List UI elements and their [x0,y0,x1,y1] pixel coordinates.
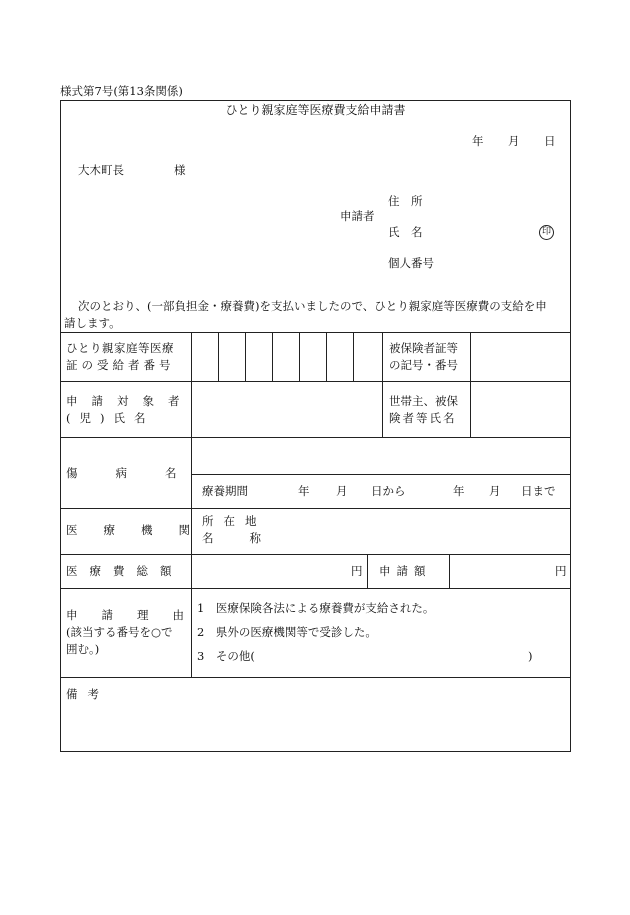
applicant-name-label: 氏 名 [388,225,423,239]
target-person-label: 申請対象者 (児)氏名 [66,394,194,425]
total-unit: 円 [351,564,363,578]
institution-label: 医療機関 [66,523,216,537]
recipient-number-label: ひとり親家庭等医療 証の受給者番号 [66,341,175,372]
digit-box-divider [299,332,300,381]
period-start-month: 月 [336,484,348,498]
statement-line-2: 請します。 [64,316,121,330]
reason-label: 申請理由 (該当する番号を○で 囲む。) [66,608,208,656]
reason-option-2: 2 県外の医療機関等で受診した。 [197,625,377,639]
column-divider [470,332,471,437]
period-start-suffix: 日から [371,484,406,498]
illness-label: 傷病名 [66,466,215,480]
digit-box-divider [272,332,273,381]
institution-location-label: 所在地 [202,514,267,528]
claim-label: 申請額 [379,564,432,578]
applicant-address-label: 住 所 [388,194,423,208]
institution-name-label: 名称 [202,531,297,545]
form-number: 様式第7号(第13条関係) [60,84,183,98]
row-divider [191,474,571,475]
claim-unit: 円 [555,564,567,578]
period-start-year: 年 [298,484,310,498]
remarks-label: 備考 [66,687,109,701]
row-divider [60,332,571,333]
row-divider [60,588,571,589]
period-end-suffix: 日まで [521,484,556,498]
row-divider [60,677,571,678]
statement-line-1: 次のとおり、(一部負担金・療養費)を支払いましたので、ひとり親家庭等医療費の支給を申 [78,299,547,313]
reason-option-1: 1 医療保険各法による療養費が支給された。 [197,601,435,615]
form-title: ひとり親家庭等医療費支給申請書 [225,103,406,117]
addressee-honorific: 様 [174,163,186,177]
total-label: 医療費総額 [66,564,184,578]
digit-box-divider [245,332,246,381]
label-column-divider [191,332,192,677]
applicant-label: 申請者 [340,209,375,223]
date-day-label: 日 [544,134,556,148]
insurance-number-label: 被保険者証等 の記号・番号 [389,341,458,372]
seal-mark: 印 [539,225,554,240]
column-divider [367,554,368,588]
row-divider [60,508,571,509]
householder-label: 世帯主、被保 険者等氏名 [389,394,458,425]
period-end-month: 月 [489,484,501,498]
period-end-year: 年 [453,484,465,498]
reason-option-3: 3 その他( [197,649,255,663]
date-year-label: 年 [472,134,484,148]
row-divider [60,437,571,438]
applicant-my-number-label: 個人番号 [388,256,434,270]
date-month-label: 月 [508,134,520,148]
column-divider [382,332,383,437]
addressee-name: 大木町長 [78,163,124,177]
reason-option-3-close: ) [528,649,533,663]
row-divider [60,554,571,555]
column-divider [449,554,450,588]
digit-box-divider [326,332,327,381]
digit-box-divider [218,332,219,381]
row-divider [60,381,571,382]
digit-box-divider [353,332,354,381]
period-label: 療養期間 [202,484,248,498]
